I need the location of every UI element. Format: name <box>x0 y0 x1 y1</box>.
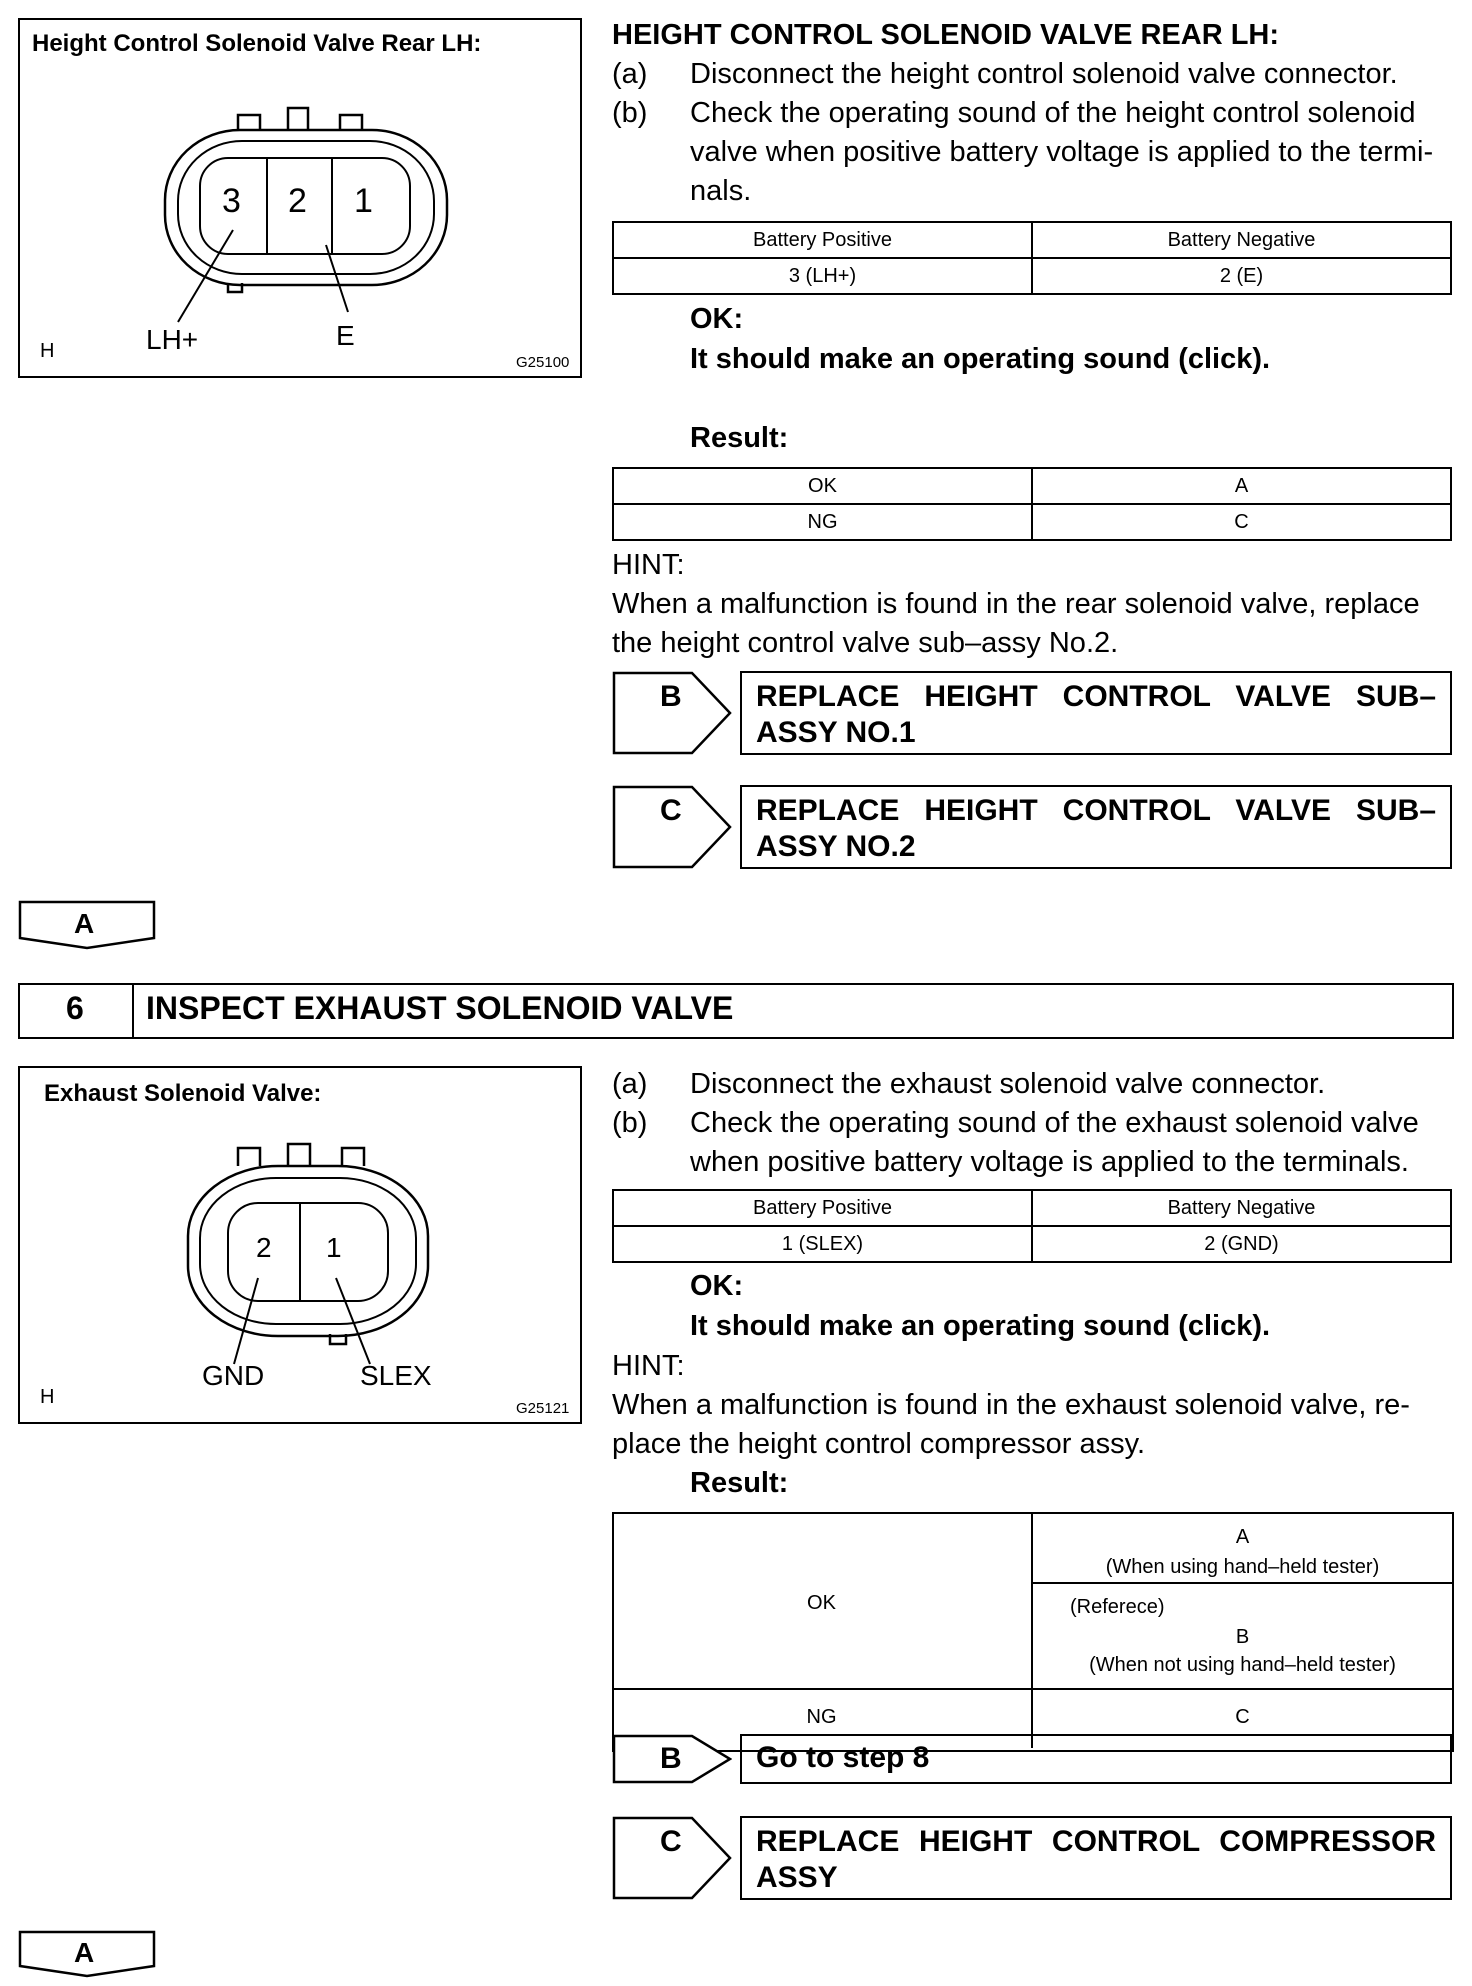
branch-c-letter: C <box>660 794 682 827</box>
hint-label: HINT: <box>612 1350 685 1382</box>
hint-text-line2: the height control valve sub–assy No.2. <box>612 627 1119 659</box>
step-b-text-line2: valve when positive battery voltage is applied to the termi- <box>690 136 1434 168</box>
result-cell: C <box>1032 504 1451 540</box>
terminal-label-lhplus: LH+ <box>146 324 199 355</box>
hint-label: HINT: <box>612 549 685 581</box>
branch-b-letter: B <box>660 1742 682 1775</box>
result-cell-ng: NG <box>806 1706 837 1728</box>
ok-label: OK: <box>690 1270 744 1302</box>
result-label: Result: <box>690 1467 789 1499</box>
ok-text: It should make an operating sound (click). <box>690 1310 1271 1342</box>
figure-corner-letter: H <box>40 1386 55 1408</box>
step-heading-divider <box>132 983 134 1037</box>
step-title: INSPECT EXHAUST SOLENOID VALVE <box>146 990 734 1026</box>
step-b-marker: (b) <box>612 1107 648 1139</box>
result-cell-c: C <box>1235 1706 1250 1728</box>
pin-1-label: 1 <box>354 182 373 220</box>
result-cell-ok: OK <box>807 1592 836 1614</box>
terminal-label-e: E <box>336 320 355 351</box>
step-a-marker: (a) <box>612 58 648 90</box>
result-cell-a: A <box>1235 1526 1250 1548</box>
hint-text-line1: When a malfunction is found in the exhaust solenoid valve, re- <box>612 1389 1410 1421</box>
terminal-label-slex: SLEX <box>360 1360 432 1391</box>
branch-c-action-text: REPLACE HEIGHT CONTROL COMPRESSOR ASSY <box>756 1825 1436 1894</box>
step-b-text-line1: Check the operating sound of the exhaust solenoid valve <box>690 1107 1419 1139</box>
voltage-table <box>612 221 1452 295</box>
result-table-subrow-divider <box>1031 1582 1452 1584</box>
result-cell-b: B <box>1235 1626 1250 1648</box>
table-header-negative: Battery Negative <box>1032 222 1451 258</box>
table-cell-negative: 2 (E) <box>1032 258 1451 294</box>
pin-3-label: 3 <box>222 182 241 220</box>
figure-code: G25100 <box>516 354 570 371</box>
figure-corner-letter: H <box>40 340 55 362</box>
table-header-positive: Battery Positive <box>613 222 1032 258</box>
terminal-label-gnd: GND <box>202 1360 265 1391</box>
figure-exhaust-solenoid-valve <box>18 1066 582 1424</box>
next-a-letter: A <box>74 908 95 939</box>
step-a-text: Disconnect the exhaust solenoid valve connector. <box>690 1068 1326 1100</box>
hint-text-line1: When a malfunction is found in the rear solenoid valve, replace <box>612 588 1420 620</box>
branch-b-action-text: Go to step 8 <box>756 1741 930 1774</box>
step-a-marker: (a) <box>612 1068 648 1100</box>
result-cell: NG <box>613 504 1032 540</box>
result-table <box>612 467 1452 541</box>
figure-title: Height Control Solenoid Valve Rear LH: <box>32 30 482 57</box>
result-cell-ref: (Referece) <box>1070 1596 1165 1618</box>
step-b-text-line2: when positive battery voltage is applied to the terminals. <box>690 1146 1409 1178</box>
section-heading: HEIGHT CONTROL SOLENOID VALVE REAR LH: <box>612 19 1280 51</box>
step-a-text: Disconnect the height control solenoid valve connector. <box>690 58 1398 90</box>
step-b-text-line1: Check the operating sound of the height control solenoid <box>690 97 1416 129</box>
voltage-table <box>612 1189 1452 1263</box>
pin-1-label: 1 <box>326 1232 342 1263</box>
branch-c-action-text: REPLACE HEIGHT CONTROL VALVE SUB–ASSY NO.2 <box>756 794 1436 863</box>
table-header-negative: Battery Negative <box>1032 1190 1451 1226</box>
result-table-row-divider <box>612 1688 1452 1690</box>
table-cell-positive: 1 (SLEX) <box>613 1226 1032 1262</box>
result-cell: OK <box>613 468 1032 504</box>
result-cell: A <box>1032 468 1451 504</box>
figure-code: G25121 <box>516 1400 570 1417</box>
pin-2-label: 2 <box>256 1232 272 1263</box>
result-label: Result: <box>690 422 789 454</box>
step-b-marker: (b) <box>612 97 648 129</box>
hint-text-line2: place the height control compressor assy. <box>612 1428 1146 1460</box>
table-cell-negative: 2 (GND) <box>1032 1226 1451 1262</box>
table-cell-positive: 3 (LH+) <box>613 258 1032 294</box>
figure-title: Exhaust Solenoid Valve: <box>44 1080 322 1107</box>
branch-b-letter: B <box>660 680 682 713</box>
step-number: 6 <box>66 990 84 1026</box>
connector-2pin-diagram <box>20 1068 580 1422</box>
branch-b-action-text: REPLACE HEIGHT CONTROL VALVE SUB–ASSY NO.1 <box>756 680 1436 749</box>
result-cell-a-note: (When using hand–held tester) <box>1105 1556 1380 1578</box>
figure-height-control-solenoid-rear-lh <box>18 18 582 378</box>
next-a-letter: A <box>74 1937 95 1968</box>
step-b-text-line3: nals. <box>690 175 752 207</box>
table-header-positive: Battery Positive <box>613 1190 1032 1226</box>
ok-text: It should make an operating sound (click). <box>690 343 1271 375</box>
pin-2-label: 2 <box>288 182 307 220</box>
result-cell-b-note: (When not using hand–held tester) <box>1089 1654 1396 1676</box>
branch-c-letter: C <box>660 1825 682 1858</box>
ok-label: OK: <box>690 303 744 335</box>
